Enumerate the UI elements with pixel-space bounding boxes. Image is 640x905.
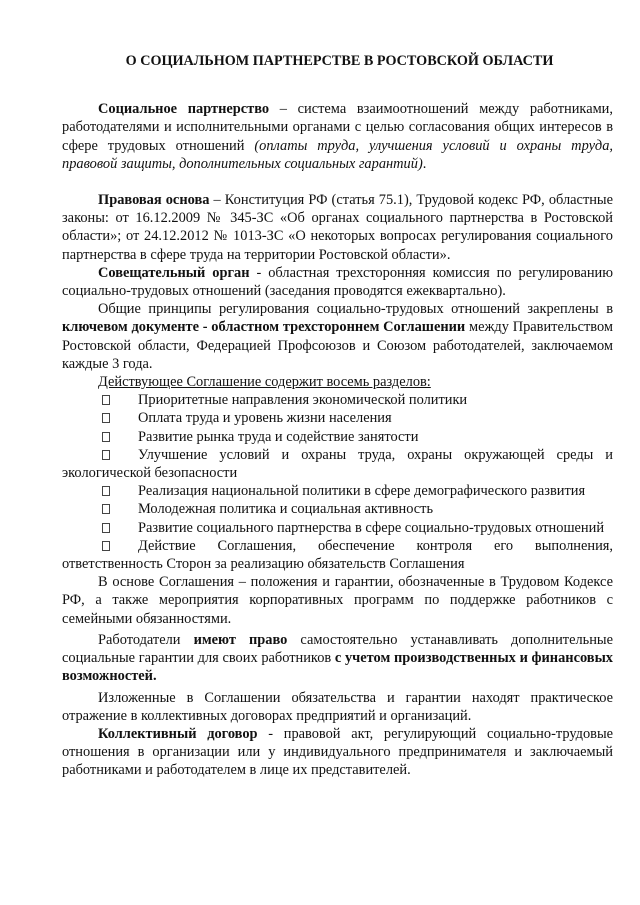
p4-bold: ключевом документе - областном трехстороннем Соглашении [62, 319, 466, 336]
bullet-box-icon [102, 523, 110, 533]
p4-text2: между Правительством Ростовской области, Федерацией Профсоюзов и Союзом работодателей, заключаемом каждые 3 года. [62, 319, 613, 372]
p2-text: – Конституция РФ (статья 75.1), Трудовой кодекс РФ, областные законы: от 16.12.2009 № 345-ЗС «Об органах социального партнерства в Ростовской области»; от 24.12.2012 № 1013-ЗС «О некоторых вопросах регулирования социального партнерства в сфере труда на территории Ростовской области». [62, 192, 613, 263]
list-item: Действие Соглашения, обеспечение контроля его выполнения, ответственность Сторон за реализацию обязательств Соглашения [62, 537, 613, 573]
paragraph-social-partnership [62, 100, 613, 173]
list-item: Молодежная политика и социальная активность [62, 500, 613, 518]
p6-text1: Работодатели [98, 631, 194, 648]
paragraph-basis-of-agreement: В основе Соглашения – положения и гарантии, обозначенные в Трудовом Кодексе РФ, а также мероприятия корпоративных программ по поддержке работников с семейными обязанностями. [62, 574, 613, 627]
bullet-box-icon [102, 486, 110, 496]
p6-text2: самостоятельно устанавливать дополнительные социальные гарантии для своих работников [62, 631, 613, 667]
sections-heading: Действующее Соглашение содержит восемь разделов: [98, 374, 431, 391]
paragraph-collective-agreement [62, 725, 613, 780]
p4-text1: Общие принципы регулирования социально-трудовых отношений закреплены в [98, 301, 613, 318]
paragraph-advisory-body [62, 264, 613, 300]
bullet-box-icon [102, 450, 110, 460]
list-item: Приоритетные направления экономической политики [62, 391, 613, 409]
sections-list [62, 391, 613, 573]
bullet-box-icon [102, 395, 110, 405]
p8-text: - правовой акт, регулирующий социально-трудовые отношения в организации или у индивидуального предпринимателя и заключаемый работниками и работодателем в лице их представителей. [62, 725, 613, 779]
term-social-partnership: Социальное партнерство [98, 101, 270, 118]
document-page [62, 52, 613, 780]
list-item: Развитие социального партнерства в сфере социально-трудовых отношений [62, 519, 613, 537]
bullet-box-icon [102, 413, 110, 423]
term-legal-basis: Правовая основа [98, 192, 210, 209]
p1-italic: (оплаты труда, улучшения условий и охраны труда, правовой защиты, дополнительных социальных гарантий) [62, 137, 613, 172]
bullet-box-icon [102, 541, 110, 551]
document-title: О СОЦИАЛЬНОМ ПАРТНЕРСТВЕ В РОСТОВСКОЙ ОБЛАСТИ [125, 53, 554, 69]
paragraph-legal-basis [62, 191, 613, 264]
term-collective-agreement: Коллективный договор [98, 725, 258, 742]
p1-text: – система взаимоотношений между работниками, работодателями и исполнительными органами с целью согласования общих интересов в сфере трудовых отношений [62, 101, 613, 154]
term-advisory-body: Совещательный орган [98, 264, 250, 281]
p6-bold1: имеют право [193, 631, 288, 648]
p3-text: - областная трехсторонняя комиссия по регулированию социально-трудовых отношений (заседания проводятся ежеквартально). [62, 264, 613, 300]
bullet-box-icon [102, 432, 110, 442]
paragraph-general-principles [62, 300, 613, 373]
paragraph-obligations: Изложенные в Соглашении обязательства и гарантии находят практическое отражение в коллективных договорах предприятий и организаций. [62, 689, 613, 724]
p6-bold2: с учетом производственных и финансовых возможностей. [62, 650, 613, 685]
p1-end: . [422, 155, 427, 172]
paragraph-employers-right [62, 631, 613, 686]
list-item: Развитие рынка труда и содействие занятости [62, 428, 613, 446]
list-item: Реализация национальной политики в сфере демографического развития [62, 482, 613, 500]
list-item: Оплата труда и уровень жизни населения [62, 409, 613, 427]
list-item: Улучшение условий и охраны труда, охраны окружающей среды и экологической безопасности [62, 446, 613, 482]
bullet-box-icon [102, 504, 110, 514]
